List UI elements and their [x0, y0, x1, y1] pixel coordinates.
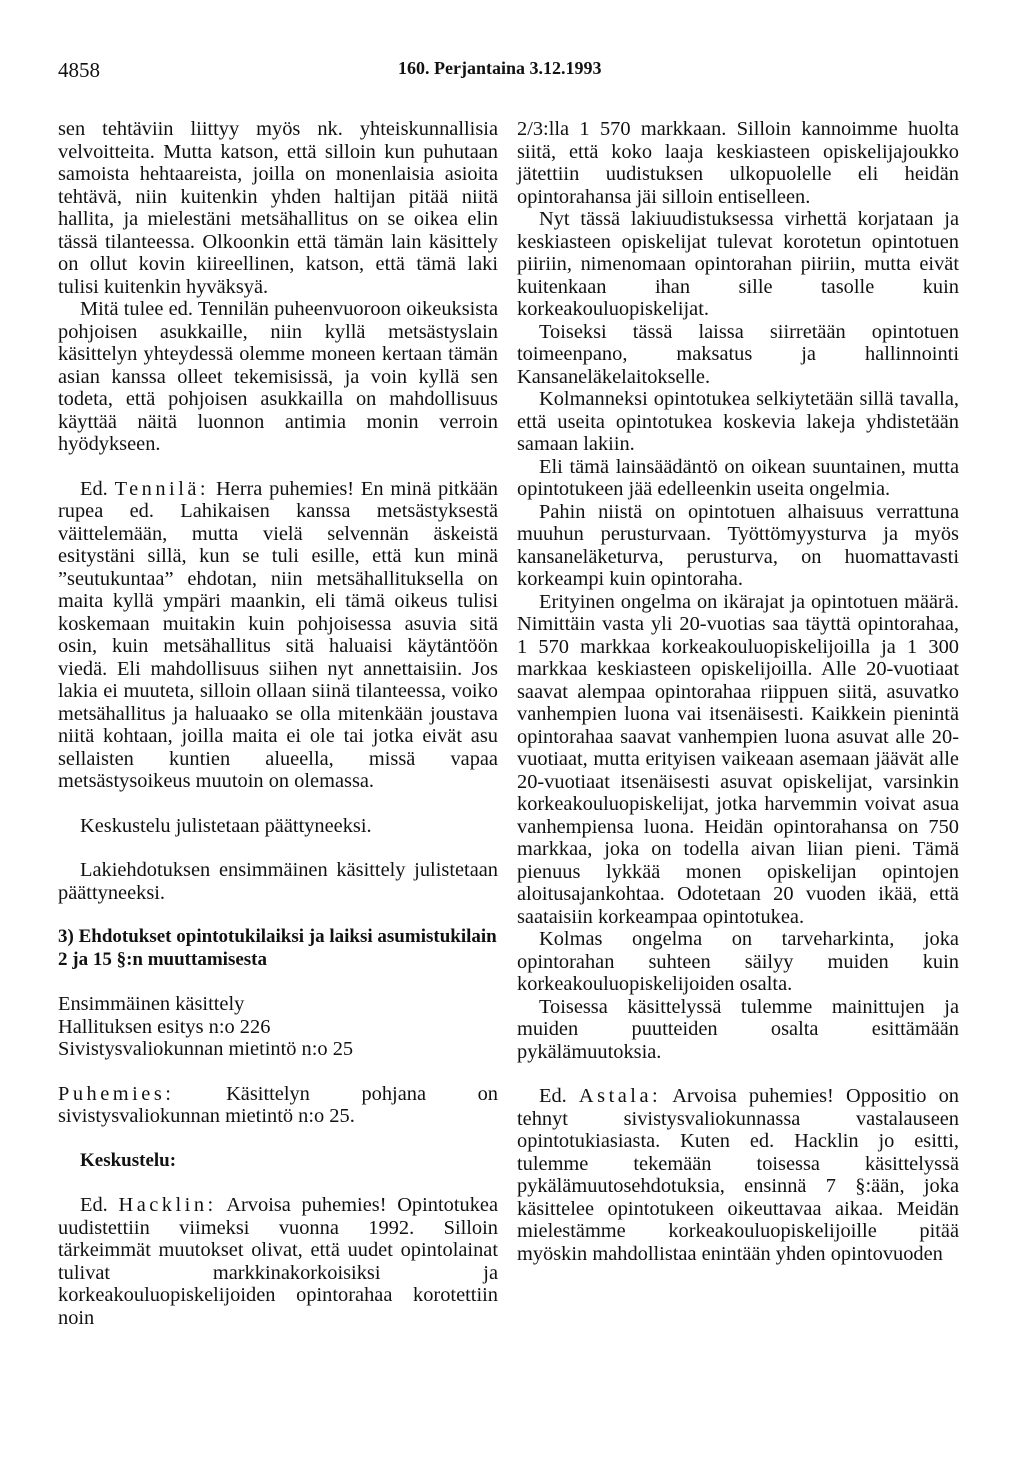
speaker-prefix: Ed. — [539, 1085, 567, 1107]
speech-text: Käsittelyn pohjana on sivistysvaliokunnan mietintö n:o 25. — [58, 1082, 498, 1127]
speech-text: Arvoisa puhemies! Oppositio on tehnyt sivistysvaliokunnassa vastalauseen opintotukiasiasta. Kuten ed. Hacklin jo esitti, tulemme tekemään toisessa käsittelyssä pykälämuutosehdotuksia, ensinnä 7 §:ään, joka käsittelee opintotukeen oikeuttavaa aikaa. Meidän mielestämme korkeakouluopiskelijoille pitää myöskin mahdollistaa enintään yhden opintovuoden — [517, 1085, 959, 1265]
speaker-name: Hacklin: — [118, 1194, 217, 1216]
paragraph: 2/3:lla 1 570 markkaan. Silloin kannoimme huolta siitä, että koko laaja keskiasteen opiskelijajoukko jätettiin uudistuksen ulkopuolelle eli heidän opintorahansa jäi silloin entiselleen. — [517, 118, 959, 208]
speech-puhemies — [58, 1083, 498, 1128]
paragraph: Erityinen ongelma on ikärajat ja opintotuen määrä. Nimittäin vasta yli 20-vuotias saa täyttä opintorahaa, 1 570 markkaa korkeakouluopiskelijoilla ja 1 300 markkaa keskiasteen opiskelijoilla. Alle 20-vuotiaat saavat alempaa opintorahaa riippuen siitä, asuvatko vanhempien luona vai itsenäisesti. Kaikkein pienintä opintorahaa saavat vanhempien luona asuvat alle 20-vuotiaat, mutta erityisen vaikeaan asemaan jäävät alle 20-vuotiaat itsenäisesti asuvat opiskelijat, varsinkin korkeakouluopiskelijat, jotka harvemmin voivat asua vanhempiensa luona. Heidän opintorahansa on 750 markkaa, joka on todella aivan liian pieni. Tämä pienuus lykkää monen opiskelijan opintojen aloitusajankohtaa. Odotetaan 20 vuoden ikää, että saataisiin korkeampaa opintotukea. — [517, 590, 959, 928]
speaker-name: Tennilä: — [114, 477, 210, 500]
speech-text: Herra puhemies! En minä pitkään rupea ed. Lahikaisen kanssa metsästyksestä väittelemään, mutta vielä selvennän äskeistä esitystäni sillä, kun se tuli esille, että kun minä ”seutukuntaa” ehdotan, niin metsähallituksella on maita kyllä ympäri maankin, eli tämä oikeus tulisi koskemaan muitakin kuin pohjoisessa asuvia sitä osin, kuin metsähallitus sitä haluaisi käytäntöön viedä. Eli mahdollisuus siihen nyt annettaisiin. Jos lakia ei muuteta, silloin ollaan siinä tilanteessa, voiko metsähallitus ja haluaako se olla mitenkään joustava niitä kohtaan, joilla maita ei ole tai jotka eivät asu sellaisten kuntien alueella, missä vapaa metsästysoikeus muutoin on olemassa. — [58, 477, 498, 792]
paragraph: Pahin niistä on opintotuen alhaisuus verrattuna muuhun perusturvaan. Työttömyysturva ja myös kansaneläketurva, perusturva, on huomattavasti korkeampi kuin opintoraha. — [517, 500, 959, 590]
paragraph: Toisessa käsittelyssä tulemme mainittujen ja muiden puutteiden osalta esittämään pykälämuutoksia. — [517, 995, 959, 1063]
closing-statement: Lakiehdotuksen ensimmäinen käsittely julistetaan päättyneeksi. — [58, 859, 498, 904]
discussion-heading: Keskustelu: — [80, 1149, 177, 1171]
paragraph: Nyt tässä lakiuudistuksessa virhettä korjataan ja keskiasteen opiskelijat tulevat korotetun opintotuen piiriin, nimenomaan opintorahan piiriin, mutta eivät kuitenkaan ihan sille tasolle kuin korkeakouluopiskelijat. — [517, 208, 959, 320]
closing-statement: Keskustelu julistetaan päättyneeksi. — [80, 814, 372, 837]
speech-hacklin — [58, 1194, 498, 1329]
right-column — [517, 118, 959, 1265]
speech-text: Arvoisa puhemies! Opintotukea uudistettiin viimeksi vuonna 1992. Silloin tärkeimmät muutokset olivat, että uudet opintolainat tulivat markkinakorkoisiksi ja korkeakouluopiskelijoiden opintorahaa korotettiin noin — [58, 1194, 498, 1329]
paragraph: sen tehtäviin liittyy myös nk. yhteiskunnallisia velvoitteita. Mutta katson, että silloin kun puhutaan samoista hehtaareista, joilla on monenlaisia asioita tehtävä, niin kuitenkin yhden haltijan pitää niitä hallita, ja mielestäni metsähallitus on se oikea elin tässä tilanteessa. Olkoonkin että tämän lain käsittely on ollut kovin kiireellinen, katson, että tämä laki tulisi kuitenkin hyväksyä. — [58, 118, 498, 298]
paragraph: Eli tämä lainsäädäntö on oikean suuntainen, mutta opintotukeen jää edelleenkin useita ongelmia. — [517, 455, 959, 500]
speaker-prefix: Ed. — [80, 477, 108, 500]
left-column — [58, 118, 498, 1329]
speaker-prefix: Ed. — [80, 1194, 108, 1216]
paragraph: Kolmanneksi opintotukea selkiytetään sillä tavalla, että useita opintotukea koskevia lakeja yhdistetään samaan lakiin. — [517, 388, 959, 455]
section-heading: 3) Ehdotukset opintotukilaiksi ja laiksi asumistukilain 2 ja 15 §:n muuttamisesta — [58, 926, 497, 970]
paragraph: Mitä tulee ed. Tennilän puheenvuoroon oikeuksista pohjoisen asukkaille, niin kyllä metsästyslain käsittelyn yhteydessä olemme moneen kertaan tämän asian kanssa olleet tekemisissä, ja voin kyllä sen todeta, että pohjoisen asukkailla on mahdollisuus käyttää näitä luonnon antimia monin verroin hyödykseen. — [58, 298, 498, 455]
info-line: Sivistysvaliokunnan mietintö n:o 25 — [58, 1038, 354, 1060]
speaker-name: Puhemies: — [58, 1082, 175, 1105]
info-line: Ensimmäinen käsittely — [58, 993, 245, 1015]
running-head: 160. Perjantaina 3.12.1993 — [398, 58, 602, 78]
page-header — [0, 0, 1024, 110]
paragraph: Toiseksi tässä laissa siirretään opintotuen toimeenpano, maksatus ja hallinnointi Kansaneläkelaitokselle. — [517, 320, 959, 388]
speech-tennila — [58, 478, 498, 793]
speaker-name: Astala: — [578, 1085, 662, 1107]
speech-astala — [517, 1085, 959, 1265]
info-line: Hallituksen esitys n:o 226 — [58, 1015, 271, 1038]
page-number: 4858 — [58, 58, 100, 82]
paragraph: Kolmas ongelma on tarveharkinta, joka opintorahan suhteen säilyy muiden kuin korkeakouluopiskelijoiden osalta. — [517, 928, 959, 995]
